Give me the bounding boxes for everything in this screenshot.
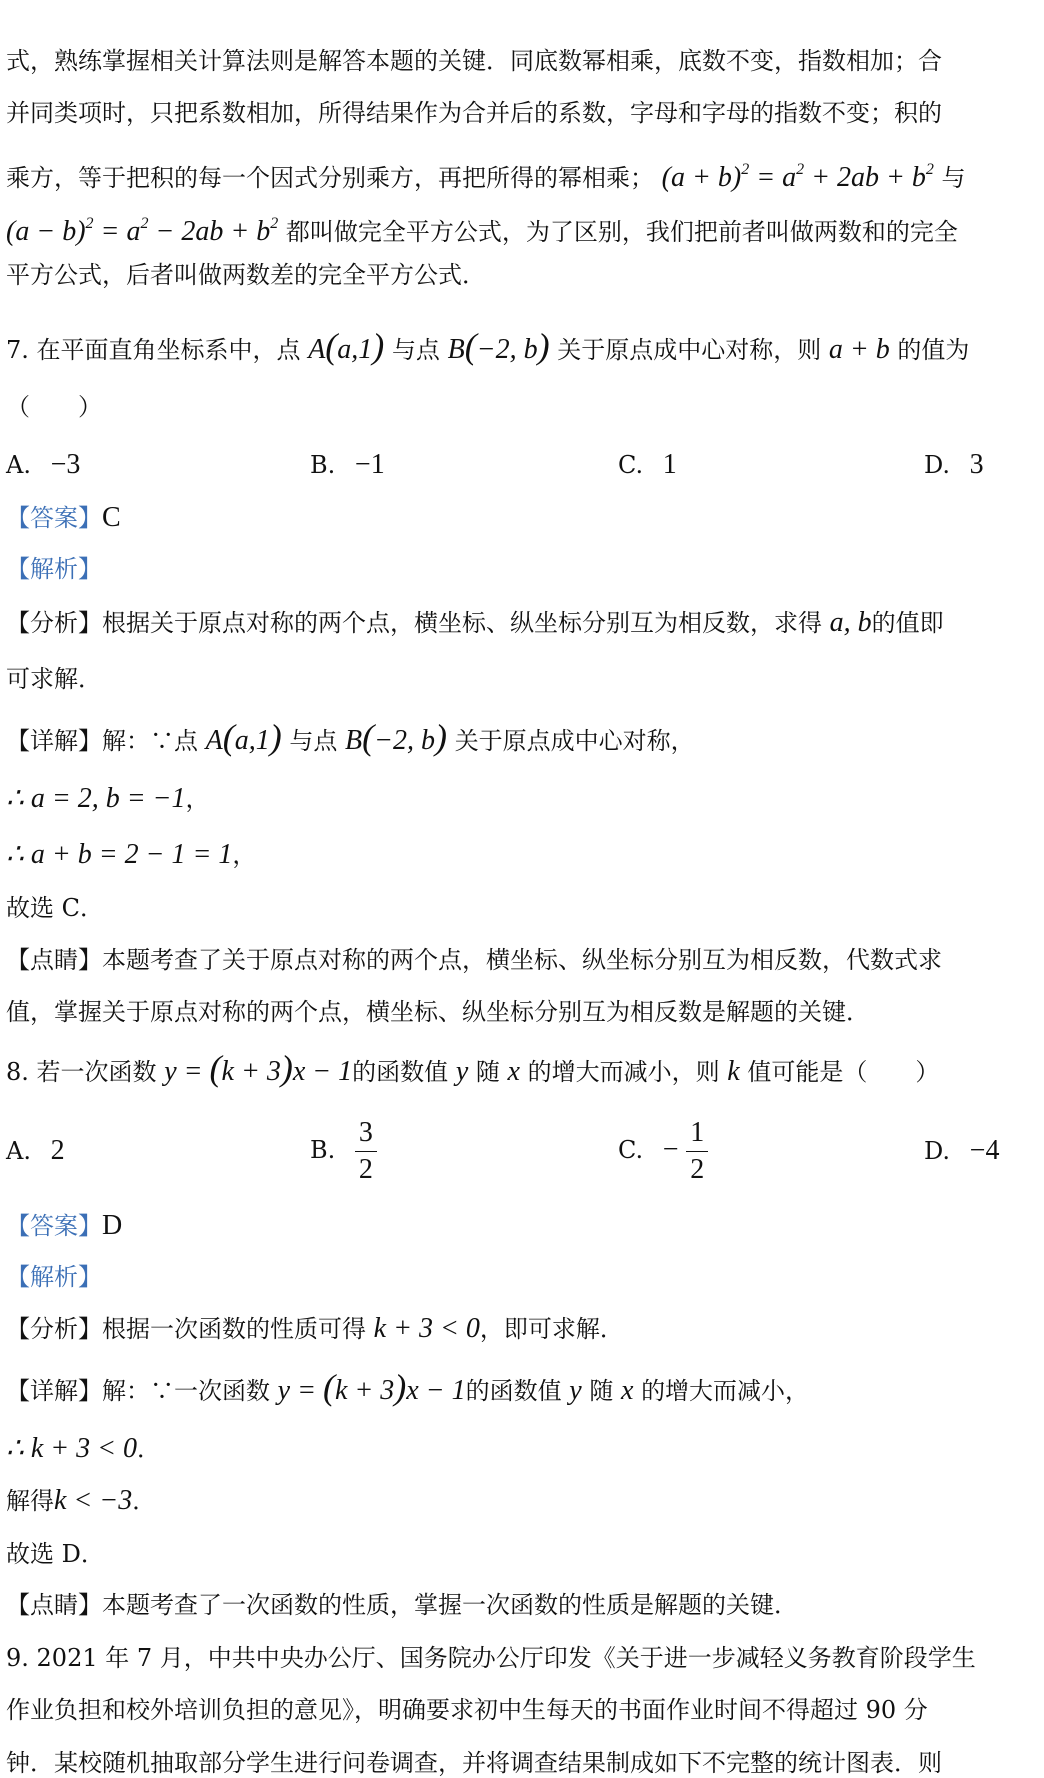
q8-xiangjie-2: 的函数值 [465,1377,562,1405]
q8-option-c [618,1114,708,1188]
para-line-4-text: 都叫做完全平方公式，为了区别，我们把前者叫做两数和的完全 [285,218,958,246]
para-line-5: 平方公式，后者叫做两数差的完全平方公式． [6,261,486,289]
q8-option-d-value: −4 [969,1135,1000,1166]
q9-line-1: 9. 2021 年 7 月，中共中央办公厅、国务院办公厅印发《关于进一步减轻义务教育阶段学生 [6,1644,976,1672]
q7-expr: a + b [828,334,890,365]
q8-option-a-label: A. [6,1137,31,1165]
q8-option-a [6,1136,65,1166]
q8-xiangjie [6,1367,1036,1407]
q7-option-b-label: B. [310,451,336,479]
q8-text-1: 若一次函数 [36,1058,157,1086]
q7-text-3: 关于原点成中心对称，则 [557,336,822,364]
q8-xiangjie-3: 随 [589,1377,614,1405]
q7-guxuan: 故选 C． [6,894,104,922]
q7-option-a [6,450,80,480]
q8-option-b [310,1114,377,1188]
q7-xiangjie-2: 与点 [289,727,338,755]
q8-dianjing [6,1590,1036,1620]
q7-xiangjie [6,717,1036,757]
q8-option-c-fraction [686,1115,708,1188]
para-line-3-tail: 与 [941,164,966,192]
q7-option-b [310,450,385,480]
q8-answer-value: D [102,1210,123,1241]
q7-dianjing-tag: 【点睛】 [6,946,102,974]
q8-dianjing-1: 本题考查了一次函数的性质，掌握一次函数的性质是解题的关键． [102,1591,798,1619]
q8-xiangjie-4: 的增大而减小， [641,1377,810,1405]
q7-step-2: ∴ a + b = 2 − 1 = 1， [6,839,257,870]
para-line-3-text: 乘方，等于把积的每一个因式分别乘方，再把所得的幂相乘； [6,164,654,192]
q7-xiangjie-1: 解：∵点 [102,727,198,755]
q7-answer-tag: 【答案】 [6,504,102,532]
q8-option-c-label: C. [618,1136,644,1164]
q7-fenxi [6,608,1036,638]
q8-result: k < −3 [54,1485,133,1516]
q7-xiangjie-point-b: B(−2, b) [345,717,448,757]
q7-option-d-value: 3 [969,449,984,480]
q8-fenxi-tag: 【分析】 [6,1315,102,1343]
para-line-2: 并同类项时，只把系数相加，所得结果作为合并后的系数，字母和字母的指数不变；积的 [6,99,942,127]
q8-option-d [924,1136,999,1166]
q8-fenxi-2: ，即可求解． [479,1315,624,1343]
q8-guxuan: 故选 D． [6,1540,105,1568]
q8-jiede: 解得 [6,1487,54,1515]
q7-dianjing [6,945,1036,975]
q8-fenxi [6,1314,1036,1344]
q7-number: 7. [6,336,29,364]
q7-xiangjie-3: 关于原点成中心对称， [454,727,695,755]
q8-answer-tag: 【答案】 [6,1212,102,1240]
q7-option-a-value: −3 [50,449,81,480]
q7-text-1: 在平面直角坐标系中，点 [36,336,301,364]
q8-xiangjie-tag: 【详解】 [6,1377,102,1405]
q7-option-d-label: D. [924,451,951,479]
q8-var-x: x [507,1056,520,1087]
q8-option-c-num: 1 [686,1115,708,1152]
q8-text-3: 随 [475,1058,500,1086]
q7-option-d [924,450,984,480]
q7-xiangjie-tag: 【详解】 [6,727,102,755]
q8-var-k: k [727,1056,740,1087]
para-line-3 [6,155,1036,193]
q7-text-4: 的值为 [897,336,970,364]
para-line-1: 式，熟练掌握相关计算法则是解答本题的关键．同底数幂相乘，底数不变，指数相加；合 [6,47,942,75]
para-line-4 [6,209,1036,247]
q7-fenxi-cont: 可求解． [6,665,102,693]
q8-text-2: 的函数值 [352,1058,449,1086]
q8-text-4: 的增大而减小，则 [527,1058,720,1086]
q8-option-b-label: B. [310,1136,336,1164]
q7-xiangjie-point-a: A(a,1) [205,717,282,757]
q7-dianjing-1: 本题考查了关于原点对称的两个点，横坐标、纵坐标分别互为相反数，代数式求 [102,946,942,974]
q7-point-a: A(a,1) [308,326,385,366]
formula-sum-square: $(a + b)^2 = a^2 + 2ab + b^2$ [661,161,934,193]
q7-paren: （ ） [6,393,102,421]
q7-fenxi-vars: a, b [829,607,872,638]
q8-fenxi-1: 根据一次函数的性质可得 [102,1315,366,1343]
q7-step-1: ∴ a = 2, b = −1， [6,783,210,814]
q7-option-c-label: C. [618,451,644,479]
q7-point-b: B(−2, b) [447,326,550,366]
q8-dianjing-tag: 【点睛】 [6,1591,102,1619]
q8-step-2: 解得k < −3． [6,1485,157,1516]
q8-var-y: y [455,1056,469,1087]
q8-number: 8. [6,1058,29,1086]
q7-stem [6,326,1036,366]
q8-xiangjie-function: y = (k + 3)x − 1 [277,1367,466,1407]
q7-fenxi-2: 的值即 [871,609,944,637]
q7-fenxi-tag: 【分析】 [6,609,102,637]
q8-option-b-den: 2 [358,1154,373,1185]
q7-analysis-tag: 【解析】 [6,555,102,583]
q8-text-5: 值可能是（ ） [747,1058,940,1086]
q8-option-b-fraction [355,1115,377,1188]
q8-xiangjie-var-y: y [569,1375,582,1406]
q8-step-1: ∴ k + 3 < 0． [6,1433,162,1464]
q7-dianjing-cont: 值，掌握关于原点对称的两个点，横坐标、纵坐标分别互为相反数是解题的关键． [6,998,870,1026]
q8-option-d-label: D. [924,1137,951,1165]
q8-function: y = (k + 3)x − 1 [164,1048,353,1088]
q7-option-b-value: −1 [354,449,385,480]
q7-option-a-label: A. [6,451,31,479]
q8-option-a-value: 2 [50,1135,65,1166]
q8-analysis-tag: 【解析】 [6,1263,102,1291]
q7-answer-value: C [102,502,121,533]
q8-option-c-den: 2 [690,1154,705,1185]
q7-option-c-value: 1 [662,449,677,480]
q7-answer [6,503,1036,533]
q7-fenxi-1: 根据关于原点对称的两个点，横坐标、纵坐标分别互为相反数，求得 [102,609,822,637]
q9-line-3: 钟．某校随机抽取部分学生进行问卷调查，并将调查结果制成如下不完整的统计图表．则 [6,1749,942,1777]
q8-fenxi-ineq: k + 3 < 0 [373,1313,480,1344]
q8-stem [6,1048,1036,1088]
q7-option-c [618,450,677,480]
q8-option-b-num: 3 [355,1115,377,1152]
q8-option-c-sign: − [662,1134,679,1165]
q8-answer [6,1211,1036,1241]
q7-text-2: 与点 [391,336,440,364]
q9-line-2: 作业负担和校外培训负担的意见》，明确要求初中生每天的书面作业时间不得超过 90 分 [6,1696,928,1724]
q8-xiangjie-1: 解：∵一次函数 [102,1377,270,1405]
q8-xiangjie-var-x: x [620,1375,634,1406]
formula-diff-square: $(a - b)^2 = a^2 - 2ab + b^2$ [6,215,279,247]
